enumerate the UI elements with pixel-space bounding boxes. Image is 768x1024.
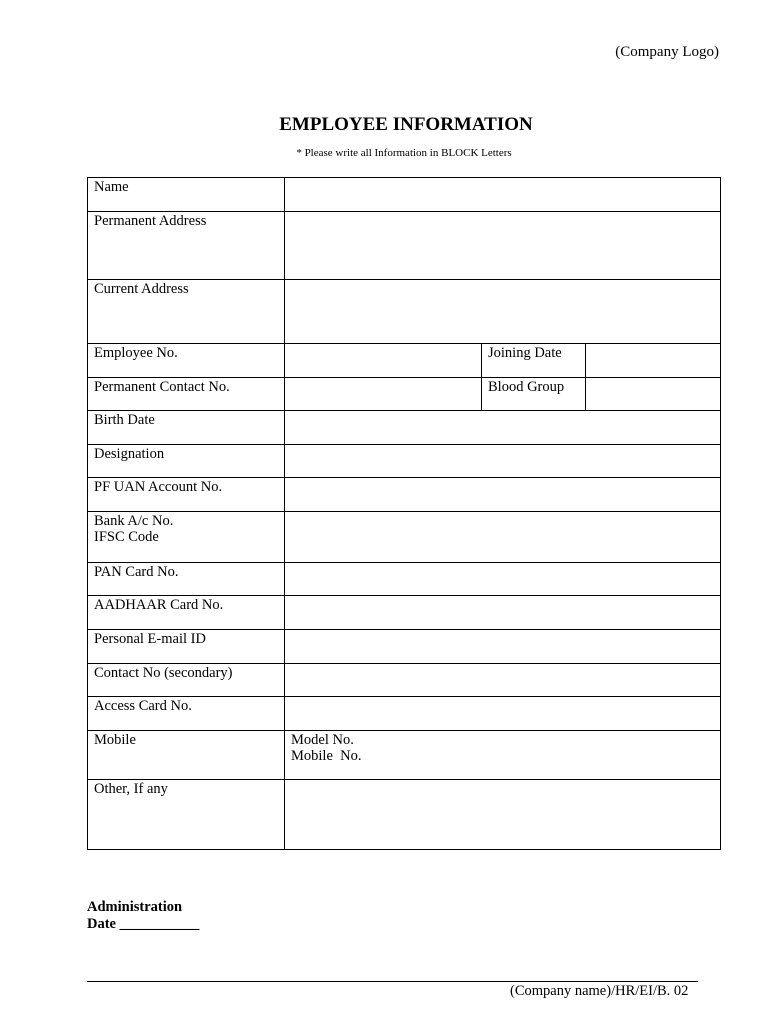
- bank-ac-label: Bank A/c No.: [94, 513, 174, 529]
- ifsc-code-label: IFSC Code: [94, 529, 159, 545]
- form-row-access-card: [88, 697, 721, 731]
- page-title: EMPLOYEE INFORMATION: [279, 114, 533, 135]
- pf-uan-field[interactable]: [285, 478, 721, 512]
- other-field[interactable]: [285, 780, 721, 850]
- current-address-label: Current Address: [88, 280, 285, 344]
- access-card-field[interactable]: [285, 697, 721, 731]
- form-row-mobile: [88, 731, 721, 780]
- footer-divider: [87, 981, 698, 982]
- blood-group-field[interactable]: [586, 378, 721, 411]
- bank-label: [88, 512, 285, 563]
- form-row-name: [88, 178, 721, 212]
- pan-label: PAN Card No.: [88, 563, 285, 596]
- admin-date-line: Date ___________: [87, 916, 200, 932]
- model-no-label: Model No.: [291, 732, 354, 748]
- designation-field[interactable]: [285, 445, 721, 478]
- employee-form-table: [87, 177, 721, 850]
- name-field[interactable]: [285, 178, 721, 212]
- form-row-designation: [88, 445, 721, 478]
- administration-block: [87, 899, 199, 933]
- employee-no-field[interactable]: [285, 344, 482, 378]
- aadhaar-field[interactable]: [285, 596, 721, 630]
- bank-field[interactable]: [285, 512, 721, 563]
- permanent-address-field[interactable]: [285, 212, 721, 280]
- instruction-note: * Please write all Information in BLOCK Letters: [296, 147, 512, 159]
- access-card-label: Access Card No.: [88, 697, 285, 731]
- name-label: Name: [88, 178, 285, 212]
- document-reference: (Company name)/HR/EI/B. 02: [510, 983, 689, 999]
- company-logo-placeholder: (Company Logo): [615, 44, 719, 60]
- form-row-contact-secondary: [88, 664, 721, 697]
- email-field[interactable]: [285, 630, 721, 664]
- form-row-employee-no: [88, 344, 721, 378]
- form-row-other: [88, 780, 721, 850]
- birth-date-label: Birth Date: [88, 411, 285, 445]
- current-address-field[interactable]: [285, 280, 721, 344]
- pan-field[interactable]: [285, 563, 721, 596]
- mobile-label: Mobile: [88, 731, 285, 780]
- mobile-no-label: Mobile No.: [291, 748, 362, 764]
- pf-uan-label: PF UAN Account No.: [88, 478, 285, 512]
- form-row-aadhaar: [88, 596, 721, 630]
- contact-secondary-label: Contact No (secondary): [88, 664, 285, 697]
- form-row-pf-uan: [88, 478, 721, 512]
- permanent-address-label: Permanent Address: [88, 212, 285, 280]
- email-label: Personal E-mail ID: [88, 630, 285, 664]
- form-row-birth-date: [88, 411, 721, 445]
- form-row-email: [88, 630, 721, 664]
- mobile-field[interactable]: [285, 731, 721, 780]
- blood-group-label: Blood Group: [482, 378, 586, 411]
- form-row-permanent-address: [88, 212, 721, 280]
- designation-label: Designation: [88, 445, 285, 478]
- form-row-bank: [88, 512, 721, 563]
- joining-date-field[interactable]: [586, 344, 721, 378]
- form-row-current-address: [88, 280, 721, 344]
- employee-no-label: Employee No.: [88, 344, 285, 378]
- permanent-contact-field[interactable]: [285, 378, 482, 411]
- form-row-permanent-contact: [88, 378, 721, 411]
- administration-label: Administration: [87, 899, 183, 915]
- joining-date-label: Joining Date: [482, 344, 586, 378]
- contact-secondary-field[interactable]: [285, 664, 721, 697]
- birth-date-field[interactable]: [285, 411, 721, 445]
- form-row-pan: [88, 563, 721, 596]
- permanent-contact-label: Permanent Contact No.: [88, 378, 285, 411]
- aadhaar-label: AADHAAR Card No.: [88, 596, 285, 630]
- other-label: Other, If any: [88, 780, 285, 850]
